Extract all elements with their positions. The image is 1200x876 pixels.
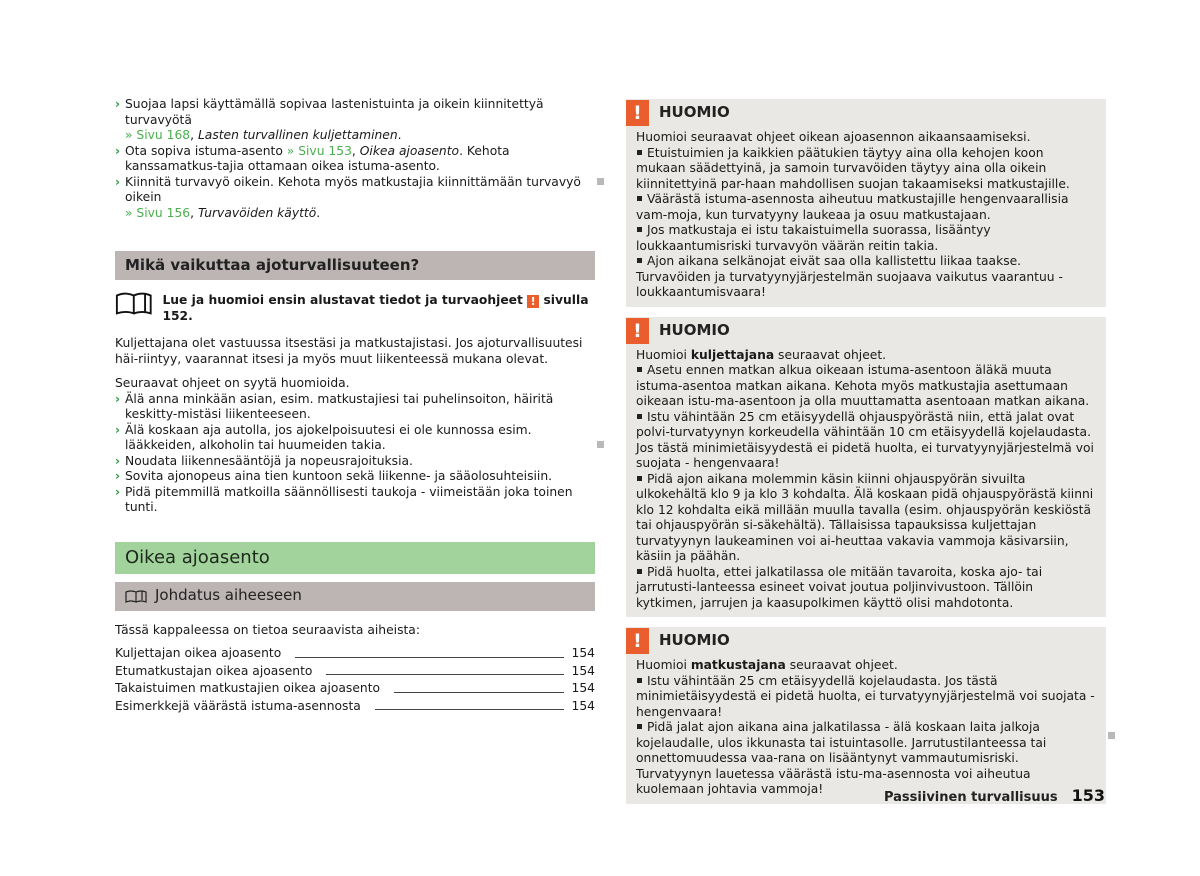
chevron-right-icon: › [115, 97, 121, 111]
end-marker [597, 178, 604, 185]
chapter-heading: Oikea ajoasento [115, 542, 595, 574]
page-link[interactable]: » Sivu 168 [125, 128, 191, 142]
square-bullet-icon [637, 724, 642, 729]
note-title: HUOMIO [659, 631, 730, 650]
toc-entry[interactable]: Etumatkustajan oikea ajoasento 154 [115, 663, 595, 678]
note-item: Pidä ajon aikana molemmin käsin kiinni ohjauspyörän sivuilta ulkokehältä klo 9 ja klo 3 kohdalta. Älä koskaan pidä ohjauspyörästä kiinni klo 12 kohdalta eikä millään muulla tavalla (esim. ohjauspyörän keskiöstä tai ohjauspyörän si-säkehältä). Tällaisissa tapauksissa kuljettajan turvatyynyn laukeaminen voi ai-heuttaa vakavia vammoja käsivarsiin, käsiin ja päähän. [636, 471, 1094, 563]
square-bullet-icon [637, 678, 642, 683]
toc-entry[interactable]: Esimerkkejä väärästä istuma-asennosta 154 [115, 698, 595, 713]
note-title: HUOMIO [659, 320, 730, 339]
note-item: Pidä jalat ajon aikana aina jalkatilassa - älä koskaan laita jalkoja kojelaudalle, ulos ikkunasta tai istuintasolle. Jarrutustilanteessa tai onnettomuudessa vaa-rana on lisääntynyt vammautumisriski. Turvatyynyn lauetessa väärästä istu-ma-asennosta voi aiheutua kuolemaan johtavia vammoja! [636, 720, 1047, 796]
guideline-list [115, 392, 595, 516]
note-item: Ajon aikana selkänojat eivät saa olla kallistettu liikaa taakse. Turvavöiden ja turvatyynyjärjestelmän suojaava vaikutus vaarantuu - loukkaantumisvaara! [636, 254, 1063, 299]
square-bullet-icon [637, 367, 642, 372]
toc-entry[interactable]: Takaistuimen matkustajien oikea ajoasento 154 [115, 681, 595, 695]
note-item: Asetu ennen matkan alkua oikeaan istuma-asentoon äläkä muuta istuma-asentoa matkan aikana. Kehota myös matkustajia asettumaan oikeaan istu-ma-asentoon ja olla muuttamatta asentoaan matkan aikana. [636, 363, 1090, 408]
square-bullet-icon [637, 258, 642, 263]
book-icon [125, 589, 147, 603]
page-footer [884, 786, 1105, 805]
toc-intro: Tässä kappaleessa on tietoa seuraavista aiheista: [115, 622, 420, 637]
list-item: › Älä koskaan aja autolla, jos ajokelpoisuutesi ei ole kunnossa esim. lääkkeiden, alkoholin tai huumeiden takia. [115, 422, 532, 452]
list-item: › Noudata liikennesääntöjä ja nopeusrajoituksia. [115, 453, 413, 468]
note-item: Istu vähintään 25 cm etäisyydellä ohjauspyörästä niin, että jalat ovat polvi-turvatyynyn korkeudella vähintään 10 cm etäisyydellä kojelaudasta. Jos tästä minimietäisyydestä ei pidetä huolta, ei turvatyynyjärjestelmä voi suojata - hengenvaara! [636, 409, 1094, 470]
list-item: › Sovita ajonopeus aina tien kuntoon sekä liikenne- ja sääolosuhteisiin. [115, 469, 553, 483]
list-intro: Seuraavat ohjeet on syytä huomioida. [115, 376, 350, 390]
chevron-right-icon: › [115, 391, 121, 406]
note-item: Jos matkustaja ei istu takaistuimella suorassa, lisääntyy loukkaantumisriski turvavyön väärän reitin takia. [636, 223, 991, 253]
subsection-heading: Johdatus aiheeseen [115, 582, 595, 611]
warning-icon: ! [527, 295, 539, 308]
warning-note: ! HUOMIO Huomioi matkustajana seuraavat ohjeet. Istu vähintään 25 cm etäisyydellä kojelaudasta. Jos tästä minimietäisyydestä ei pidetä huolta, ei turvatyynyjärjestelmä voi suojata - hengenvaara! Pidä jalat ajon aikana aina jalkatilassa - älä koskaan laita jalkoja kojelaudalle, ulos ikkunasta tai istuintasolle. Jarrutustilanteessa tai onnettomuudessa vaa-rana on lisääntynyt vammautumisriski. Turvatyynyn lauetessa väärästä istu-ma-asennosta voi aiheutua kuolemaan johtavia vammoja! [626, 627, 1106, 804]
warning-note: ! HUOMIO Huomioi kuljettajana seuraavat ohjeet. Asetu ennen matkan alkua oikeaan istuma-asentoon äläkä muuta istuma-asentoa matkan aikana. Kehota myös matkustajia asettumaan oikeaan istu-ma-asentoon ja olla muuttamatta asentoaan matkan aikana. Istu vähintään 25 cm etäisyydellä ohjauspyörästä niin, että jalat ovat polvi-turvatyynyn korkeudella vähintään 10 cm etäisyydellä kojelaudasta. Jos tästä minimietäisyydestä ei pidetä huolta, ei turvatyynyjärjestelmä voi suojata - hengenvaara! Pidä ajon aikana molemmin käsin kiinni ohjauspyörän sivuilta ulkokehältä klo 9 ja klo 3 kohdalta. Älä koskaan pidä ohjauspyörästä kiinni klo 12 kohdalta eikä millään muulla tavalla (esim. ohjauspyörän keskiöstä tai ohjauspyörän si-säkehältä). Tällaisissa tapauksissa kuljettajan turvatyynyn laukeaminen voi ai-heuttaa vakavia vammoja käsivarsiin, käsiin ja päähän. Pidä huolta, ettei jalkatilassa ole mitään tavaroita, koska ajo- tai jarrutusti-lanteessa esineet voivat joutua poljinvivustoon. Tällöin kytkimen, jarrujen ja kaasupolkimen käyttö olisi mahdotonta. [626, 317, 1106, 618]
footer-section-title: Passiivinen turvallisuus [883, 790, 1058, 805]
chevron-right-icon: › [115, 484, 121, 499]
square-bullet-icon [637, 150, 642, 155]
section-heading: Mikä vaikuttaa ajoturvallisuuteen? [115, 251, 595, 280]
page-link[interactable]: » Sivu 156 [125, 205, 191, 220]
list-item: › Älä anna minkään asian, esim. matkustajiesi tai puhelinsoiton, häiritä keskitty-mistäsi liikenteeseen. [115, 391, 554, 421]
note-item: Pidä huolta, ettei jalkatilassa ole mitään tavaroita, koska ajo- tai jarrutusti-lanteessa esineet voivat joutua poljinvivustoon. Tällöin kytkimen, jarrujen ja kaasupolkimen käyttö olisi mahdotonta. [636, 564, 1043, 610]
square-bullet-icon [637, 476, 642, 481]
page-number: 153 [1071, 786, 1105, 805]
toc-entry[interactable]: Kuljettajan oikea ajoasento 154 [115, 646, 595, 660]
end-marker [597, 441, 604, 448]
intro-bullets [115, 97, 595, 221]
note-title: HUOMIO [659, 103, 730, 122]
chevron-right-icon: › [115, 174, 121, 189]
square-bullet-icon [637, 569, 642, 574]
chevron-right-icon: › [115, 453, 121, 468]
square-bullet-icon [637, 196, 642, 201]
note-item: Istu vähintään 25 cm etäisyydellä kojelaudasta. Jos tästä minimietäisyydestä ei pidetä huolta, ei turvatyynyjärjestelmä voi suojata - hengenvaara! [636, 673, 1095, 719]
note-item: Etuistuimien ja kaikkien päätukien täytyy aina olla kehojen koon mukaan säädettyinä, ja samoin turvavöiden täytyy aina olla oikein kiinnitettyinä par-haan mahdollisen suojan takaamiseksi matkustajille. [636, 145, 1070, 191]
paragraph: Kuljettajana olet vastuussa itsestäsi ja matkustajistasi. Jos ajoturvallisuutesi häi-riintyy, vaarannat itsesi ja myös muut liikenteessä mukana olevat. [115, 336, 583, 366]
chevron-right-icon: › [115, 422, 121, 437]
list-item: › Suojaa lapsi käyttämällä sopivaa lastenistuinta ja oikein kiinnitettyä turvavyötä » Sivu 168, Lasten turvallinen kuljettaminen. [115, 97, 544, 142]
note-item: Väärästä istuma-asennosta aiheutuu matkustajille hengenvaarallisia vam-moja, kun turvatyyny laukeaa ja osuu matkustajaan. [636, 192, 1069, 222]
end-marker [1108, 732, 1115, 739]
list-item: › Ota sopiva istuma-asento » Sivu 153, Oikea ajoasento. Kehota kanssamatkus-tajia ottamaan oikea istuma-asento. [115, 143, 510, 173]
right-column [626, 99, 1106, 804]
read-first-notice: Lue ja huomioi ensin alustavat tiedot ja turvaohjeet ! sivulla 152. [115, 290, 595, 324]
warning-icon: ! [626, 318, 649, 344]
left-column [115, 97, 595, 714]
square-bullet-icon [637, 414, 642, 419]
table-of-contents [115, 644, 595, 714]
chevron-right-icon: › [115, 469, 121, 483]
page-link[interactable]: » Sivu 153 [286, 143, 352, 158]
book-icon [115, 290, 154, 316]
list-item: › Kiinnitä turvavyö oikein. Kehota myös matkustajia kiinnittämään turvavyö oikein » Sivu 156, Turvavöiden käyttö. [115, 174, 581, 220]
warning-icon: ! [626, 628, 649, 654]
square-bullet-icon [637, 227, 642, 232]
chevron-right-icon: › [115, 143, 121, 158]
list-item: › Pidä pitemmillä matkoilla säännöllisesti taukoja - viimeistään joka toinen tunti. [115, 484, 573, 514]
warning-note: ! HUOMIO Huomioi seuraavat ohjeet oikean ajoasennon aikaansaamiseksi. Etuistuimien ja kaikkien päätukien täytyy aina olla kehojen koon mukaan säädettyinä, ja samoin turvavöiden täytyy aina olla oikein kiinnitettyinä par-haan mahdollisen suojan takaamiseksi matkustajille. Väärästä istuma-asennosta aiheutuu matkustajille hengenvaarallisia vam-moja, kun turvatyyny laukeaa ja osuu matkustajaan. Jos matkustaja ei istu takaistuimella suorassa, lisääntyy loukkaantumisriski turvavyön väärän reitin takia. Ajon aikana selkänojat eivät saa olla kallistettu liikaa taakse. Turvavöiden ja turvatyynyjärjestelmän suojaava vaikutus vaarantuu - loukkaantumisvaara! [626, 99, 1106, 307]
warning-icon: ! [626, 100, 649, 126]
